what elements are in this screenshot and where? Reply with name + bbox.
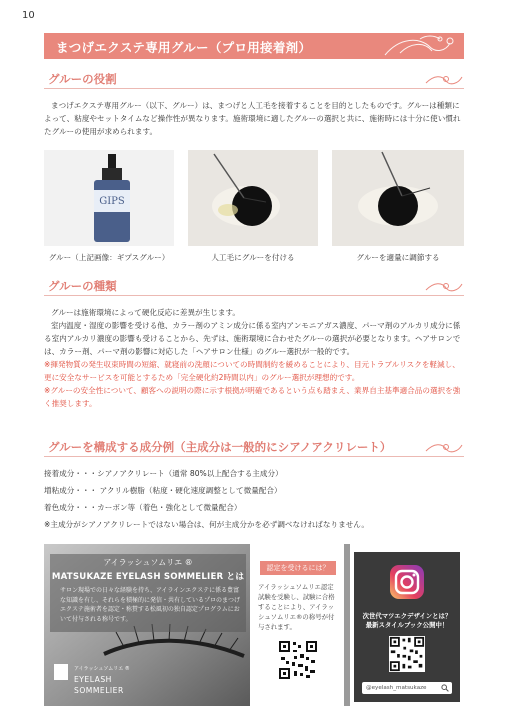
section-title: グルーの役割 xyxy=(48,72,117,86)
list-item: 接着成分・・・シアノアクリレート（通常 80%以上配合する主成分） xyxy=(44,469,283,478)
adjust-glue-photo xyxy=(332,150,464,246)
page-title-bar xyxy=(44,33,464,59)
instagram-handle-field[interactable]: @eyelash_matsukaze xyxy=(362,682,452,694)
svg-text:GIPS: GIPS xyxy=(99,196,125,207)
photo-caption: グルー（上記画像：ギプスグルー） xyxy=(48,253,170,262)
section-title: グルーを構成する成分例（主成分は一般的にシアノアクリレート） xyxy=(48,440,392,454)
section-heading-role xyxy=(44,71,464,91)
certification-panel xyxy=(250,544,344,706)
qr-code-icon[interactable] xyxy=(278,640,318,680)
list-item: 着色成分・・・カーボン等（着色・強化として微量配合） xyxy=(44,503,242,512)
types-paragraph: グルーは施術環境によって硬化反応に差異が生じます。 室内温度・湿度の影響を受ける他、カラー剤のアミン成分に係る室内アンモニアガス濃度、パーマ剤のアルカリ成分に係る室内アルカリ濃度の影響も受けることから、先ずは、施術環境に合わせたグルーの選択が必要となります。ヘアサロンでは、カラー剤、パーマ剤の影響に対応した「ヘアサロン仕様」のグルー選択が一般的です。 ※揮発物質の発生収束時間の短縮、就寝前の洗顔についての時間制約を緩めることにより、目元トラブルリスクを軽減し、更に安全なサービスを可能とするため「完全硬化約2時間以内」のグルー選択が理想的です。 ※グルーの安全性について、顧客への説明の際に示す根拠が明確であるという点も踏まえ、業界自主基準適合品の選択を強く推奨します。 xyxy=(44,308,461,408)
instagram-panel xyxy=(350,544,464,706)
sommelier-intro: アイラッシュソムリエ ® MATSUKAZE EYELASH SOMMELIER とは サロン現場での日々な経験を持ち、アイラインエクステに係る豊富な知識を有し、それらを積極的に発信・共有しているプロのまつげエクステ施術者を認定・称賛する松風初の独自認定プログラムにおいて付与される称号です。 xyxy=(50,554,246,632)
search-icon xyxy=(441,684,449,692)
apply-glue-photo xyxy=(188,150,318,246)
instagram-card[interactable] xyxy=(354,552,460,702)
list-item: ※主成分がシアノアクリレートではない場合は、何が主成分かを必ず調べなければなりません。 xyxy=(44,520,369,529)
section-title: グルーの種類 xyxy=(48,279,117,293)
section-heading-ingredients xyxy=(44,439,464,459)
certification-text: アイラッシュソムリエ認定試験を受験し、試験に合格することにより、アイラッシュソムリエ®の称号が付与されます。 xyxy=(258,583,335,631)
certification-button[interactable]: 認定を受けるには？ xyxy=(260,561,336,575)
photo-caption: グルーを適量に調節する xyxy=(356,253,440,262)
section-rule xyxy=(44,88,464,89)
sommelier-banner xyxy=(44,544,464,706)
role-paragraph: まつげエクステ専用グルー（以下、グルー）は、まつげと人工毛を接着することを目的としたものです。グルーは種類によって、粘度やセットタイムなど操作性が異なります。施術環境に適したグルーの選択と共に、施術時には十分に使い慣れたグルーの使用が求められます。 xyxy=(44,101,461,136)
page-title: まつげエクステ専用グルー（プロ用接着剤） xyxy=(56,40,312,55)
list-item: 増粘成分・・・ アクリル樹脂（粘度・硬化速度調整として微量配合） xyxy=(44,486,282,495)
instagram-caption: 次世代マツエクデザインとは？ 最新スタイルブック公開中！ xyxy=(362,612,452,629)
ingredient-list xyxy=(44,465,464,533)
glue-bottle-photo xyxy=(44,150,174,246)
section-rule xyxy=(44,295,464,296)
ornament-icon xyxy=(380,33,460,59)
flourish-icon xyxy=(424,73,464,87)
page-number: 10 xyxy=(22,10,35,21)
qr-code-icon[interactable] xyxy=(389,636,425,672)
instagram-icon[interactable] xyxy=(389,564,425,600)
sommelier-logo: アイラッシュソムリエ ® EYELASH SOMMELIER xyxy=(54,664,164,700)
photo-caption: 人工毛にグルーを付ける xyxy=(211,253,295,262)
flourish-icon xyxy=(424,441,464,455)
section-heading-types xyxy=(44,278,464,298)
seal-icon xyxy=(54,664,68,680)
flourish-icon xyxy=(424,280,464,294)
section-rule xyxy=(44,456,464,457)
